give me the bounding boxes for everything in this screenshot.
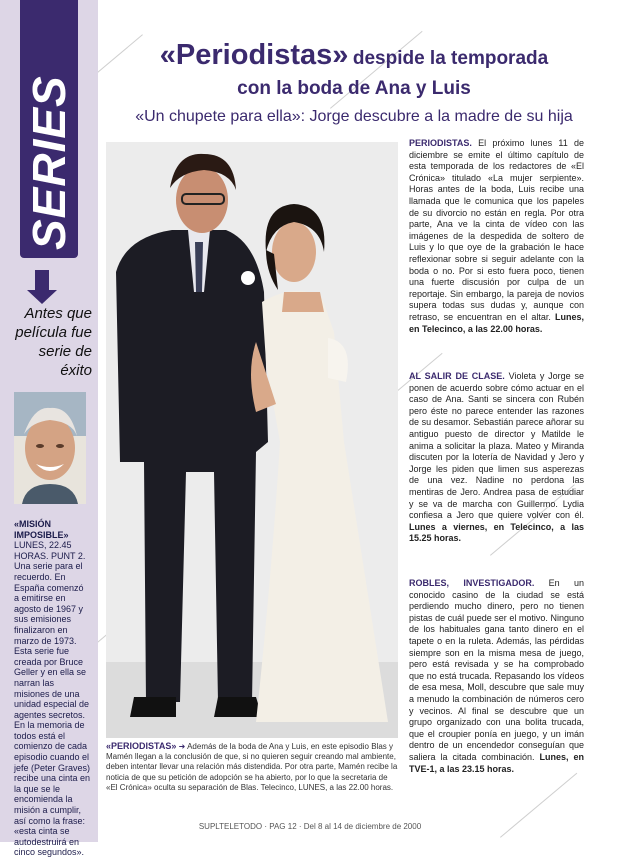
wedding-photo [106, 142, 398, 738]
caption-body: Además de la boda de Ana y Luis, en este episodio Blas y Mamén llegan a la conclusión de que, si no quieren seguir creando mal ambiente, deben intentar llevar una relación más distendida. Por otra parte, Mamén recibe la noticia de que su petición de adopción se ha abierto, por lo que la secretaria de «El Crónica» oculta su separación de Blas. Telecinco, LUNES, a las 22.00 horas. [106, 742, 398, 792]
caption-lead: «PERIODISTAS» [106, 741, 177, 751]
caption-arrow-icon: ➜ [178, 742, 186, 751]
sidebar-article-body: Una serie para el recuerdo. En España comenzó a emitirse en agosto de 1967 y sus emisiones finalizaron en marzo de 1973. Esta serie fue creada por Bruce Geller y en ella se narran las misiones de una unidad especial de agentes secretos. En la memoria de todos está el comienzo de cada episodio cuando el jefe (Peter Graves) recibe una cinta en la que se le encomienda la misión a cumplir, así como la frase: «esta cinta se autodestruirá en cinco segundos». [14, 561, 91, 858]
sidebar-article [14, 519, 91, 858]
article-lead: PERIODISTAS. [409, 138, 472, 148]
title-rest: despide la temporada [352, 48, 549, 69]
article-schedule: Lunes, en Telecinco, a las 22.00 horas. [409, 311, 584, 334]
article-body: Violeta y Jorge se ponen de acuerdo sobre cómo actuar en el caso de Ana. Santi se sincera con Rubén pero éste no parece entender las razones de su desamor. Sebastián parece añorar su antiguo puesto de director y Matilde le anima a solicitar la plaza. Mateo y Miranda discuten por la lotería de Navidad y Jero y Jorge les piden que limen sus asperezas de una vez. Nadine no perdona las mentiras de Jero. Andrea pasa de estudiar y se va de marcha con Guillermo. Lydia confiesa a Jero que quiere volver con él. [409, 371, 584, 521]
page-title [104, 39, 604, 72]
article-lead: AL SALIR DE CLASE. [409, 371, 505, 381]
article-periodistas [409, 138, 584, 335]
page-footer: SUPLTELETODO · PAG 12 · Del 8 al 14 de diciembre de 2000 [198, 822, 422, 831]
article-schedule: Lunes, en TVE-1, a las 23.15 horas. [409, 751, 584, 774]
article-lead: ROBLES, INVESTIGADOR. [409, 578, 535, 588]
page-title-line2: con la boda de Ana y Luis [237, 78, 471, 99]
article-body: En un conocido casino de la ciudad se está perdiendo mucho dinero, pero no tienen pistas de cuál puede ser el motivo. Ninguno de los habituales gana tanto dinero en el tapete o en la ruleta. Además, las pérdidas siempre son en la misma mesa de juego, pero está revisada y se ha comprobado que no está trucada. Repasando los vídeos de esa mesa, Moll, descubre que sale muy a menudo la combinación de números cero y vecinos. Al final se descubre que un grupo organizado con una bolita trucada, que el croupier ponía en juego, y un imán dentro de un encendedor conseguían que saliera la citada combinación. [409, 578, 584, 762]
sidebar-heading: Antes que película fue serie de éxito [15, 305, 92, 379]
photo-caption [106, 741, 398, 793]
portrait-photo [14, 392, 86, 504]
article-body: El próximo lunes 11 de diciembre se emite el último capítulo de esta temporada de los redactores de «El Crónica» titulado «La mujer serpiente». Horas antes de la boda, Luis recibe una llamada que le comunica que los papeles de su divorcio no están en regla. Por otra parte, Ana ve la cinta de vídeo con las imágenes de la despedida de soltero de Luis y lo que oye de la grabación le hace reflexionar sobre si seguir adelante con la boda o no. Por si esto fuera poco, tienen una fuerte discusión por culpa de un reportaje. Sin embargo, la pareja de novios supera todas sus dudas y, aunque con retraso, se encuentran en el altar. [409, 138, 584, 322]
sidebar [0, 0, 98, 858]
section-label [24, 200, 74, 250]
sidebar-article-title: «MISIÓN IMPOSIBLE» [14, 519, 69, 540]
sidebar-article-meta: LUNES, 22.45 HORAS. PUNT 2. [14, 540, 86, 561]
article-schedule: Lunes a viernes, en Telecinco, a las 15.25 horas. [409, 521, 584, 544]
page-subtitle: «Un chupete para ella»: Jorge descubre a la madre de su hija [135, 108, 573, 125]
article-al-salir-de-clase [409, 371, 584, 545]
title-quoted: «Periodistas» [159, 39, 349, 71]
article-robles-investigador [409, 578, 584, 775]
